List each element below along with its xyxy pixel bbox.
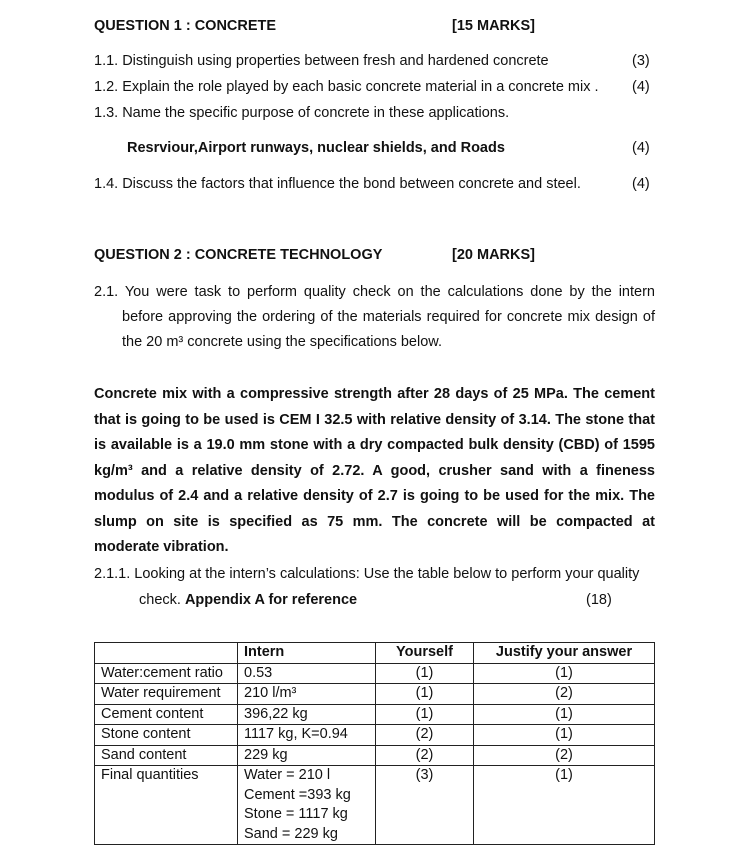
spec-line: slump on site is specified as 75 mm. The concrete will be compacted at xyxy=(94,513,655,530)
q2-sub-1-plain: check. xyxy=(139,592,185,608)
table-row xyxy=(95,684,655,705)
q1-applications: Resrviour,Airport runways, nuclear shields, and Roads xyxy=(127,140,505,156)
spec-line: modulus of 2.4 and a relative density of 2.7 is going to be used for the mix. The xyxy=(94,488,655,504)
q1-item-2-mark: (4) xyxy=(632,79,650,95)
appendix-reference: Appendix A for reference xyxy=(184,592,358,608)
table-row-final xyxy=(95,766,655,845)
q1-item-1-mark: (3) xyxy=(632,53,650,69)
table-row xyxy=(95,704,655,725)
table-header-row xyxy=(95,643,655,664)
row-justify: (2) xyxy=(474,745,655,766)
table-row xyxy=(95,725,655,746)
row-intern: 0.53 xyxy=(238,663,376,684)
row-label: Sand content xyxy=(95,745,238,766)
q2-sub-1-line-2 xyxy=(139,592,357,608)
row-label: Final quantities xyxy=(95,766,238,845)
table-header-yourself: Yourself xyxy=(376,643,474,664)
q2-item-1-line-1: 2.1. You were task to perform quality check on the calculations done by the intern xyxy=(94,284,655,300)
row-justify: (1) xyxy=(474,704,655,725)
final-sand: Sand = 229 kg xyxy=(244,825,338,842)
q1-item-1: 1.1. Distinguish using properties between fresh and hardened concrete xyxy=(94,53,549,69)
row-intern-final xyxy=(238,766,376,845)
row-yourself: (1) xyxy=(376,684,474,705)
row-yourself: (3) xyxy=(376,766,474,845)
table-row xyxy=(95,663,655,684)
table-header-justify: Justify your answer xyxy=(474,643,655,664)
q1-item-2: 1.2. Explain the role played by each basic concrete material in a concrete mix . xyxy=(94,79,599,95)
table-row xyxy=(95,745,655,766)
spec-line: is available is a 19.0 mm stone with a dry compacted bulk density (CBD) of 1595 xyxy=(94,437,655,453)
row-intern: 396,22 kg xyxy=(238,704,376,725)
row-justify: (2) xyxy=(474,684,655,705)
q2-marks: [20 MARKS] xyxy=(452,247,535,263)
row-yourself: (2) xyxy=(376,745,474,766)
row-label: Stone content xyxy=(95,725,238,746)
row-justify: (1) xyxy=(474,663,655,684)
q1-item-4: 1.4. Discuss the factors that influence the bond between concrete and steel. xyxy=(94,176,581,192)
final-cement: Cement =393 kg xyxy=(244,786,351,803)
final-stone: Stone = 1117 kg xyxy=(244,806,348,822)
q1-applications-mark: (4) xyxy=(632,140,650,156)
row-label: Water requirement xyxy=(95,684,238,705)
row-intern: 210 l/m³ xyxy=(238,684,376,705)
row-intern: 1117 kg, K=0.94 xyxy=(238,725,376,746)
spec-line: Concrete mix with a compressive strength after 28 days of 25 MPa. The cement xyxy=(94,386,655,402)
q1-title: QUESTION 1 : CONCRETE xyxy=(94,18,277,34)
row-justify: (1) xyxy=(474,766,655,845)
spec-line: moderate vibration. xyxy=(94,539,229,555)
row-label: Water:cement ratio xyxy=(95,663,238,684)
q2-sub-1-mark: (18) xyxy=(586,592,612,608)
row-label: Cement content xyxy=(95,704,238,725)
table-header-empty xyxy=(95,643,238,664)
final-water: Water = 210 l xyxy=(244,767,331,783)
q1-item-4-mark: (4) xyxy=(632,176,650,192)
spec-line: kg/m³ and a relative density of 2.72. A good, crusher sand with a fineness xyxy=(94,462,655,479)
row-justify: (1) xyxy=(474,725,655,746)
q2-item-1-line-3: the 20 m³ concrete using the specifications below. xyxy=(122,334,442,350)
table-header-intern: Intern xyxy=(238,643,376,664)
q2-specification xyxy=(94,382,655,561)
row-yourself: (2) xyxy=(376,725,474,746)
row-intern: 229 kg xyxy=(238,745,376,766)
spec-line: that is going to be used is CEM I 32.5 with relative density of 3.14. The stone that xyxy=(94,411,655,428)
q2-title: QUESTION 2 : CONCRETE TECHNOLOGY xyxy=(94,247,383,263)
q1-item-3: 1.3. Name the specific purpose of concrete in these applications. xyxy=(94,105,510,121)
row-yourself: (1) xyxy=(376,663,474,684)
q2-item-1-line-2: before approving the ordering of the materials required for concrete mix design of xyxy=(122,309,655,325)
quality-check-table xyxy=(94,642,655,845)
row-yourself: (1) xyxy=(376,704,474,725)
q1-marks: [15 MARKS] xyxy=(452,18,535,34)
q2-sub-1-line-1: 2.1.1. Looking at the intern’s calculations: Use the table below to perform your quality xyxy=(94,566,640,582)
